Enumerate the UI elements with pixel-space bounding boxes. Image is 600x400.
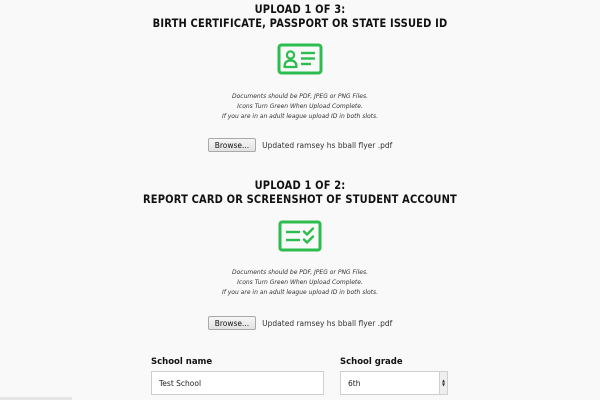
upload-1-notes [0, 92, 600, 122]
upload-section-1-title [0, 2, 600, 30]
chevron-up-icon: ▲ [441, 378, 446, 383]
upload-2-title-line2: REPORT CARD OR SCREENSHOT OF STUDENT ACCOUNT [143, 192, 457, 206]
upload-2-file-row [0, 316, 600, 330]
upload-2-notes [0, 268, 600, 298]
upload-1-title-line2: BIRTH CERTIFICATE, PASSPORT OR STATE ISSUED ID [152, 16, 448, 30]
upload-1-file-row [0, 138, 600, 152]
upload-1-icon-wrap [0, 43, 600, 75]
id-card-icon [277, 43, 323, 75]
upload-2-note-3: If you are in an adult league upload ID in both slots. [221, 289, 379, 296]
school-name-label: School name [151, 357, 213, 367]
school-name-value: Test School [159, 378, 202, 388]
upload-1-note-1: Documents should be PDF, JPEG or PNG Files. [232, 93, 368, 100]
report-card-checklist-icon [278, 220, 322, 252]
upload-1-note-3: If you are in an adult league upload ID in both slots. [221, 113, 379, 120]
upload-2-note-1: Documents should be PDF, JPEG or PNG Files. [232, 269, 368, 276]
upload-2-title-line1: UPLOAD 1 OF 2: [254, 178, 346, 192]
select-spinner-icon[interactable] [439, 372, 447, 394]
upload-1-note-2: Icons Turn Green When Upload Complete. [237, 103, 363, 110]
upload-2-file-name: Updated ramsey hs bball flyer .pdf [262, 318, 393, 328]
chevron-down-icon: ▼ [441, 382, 446, 387]
upload-1-title-line1: UPLOAD 1 OF 3: [254, 2, 346, 16]
upload-1-file-name: Updated ramsey hs bball flyer .pdf [262, 140, 393, 150]
upload-2-browse-button[interactable]: Browse... [208, 316, 256, 330]
upload-1-browse-button[interactable]: Browse... [208, 138, 256, 152]
school-grade-select[interactable] [340, 371, 448, 395]
upload-2-icon-wrap [0, 220, 600, 252]
upload-2-note-2: Icons Turn Green When Upload Complete. [237, 279, 363, 286]
school-grade-label: School grade [340, 357, 403, 367]
upload-section-2-title [0, 178, 600, 206]
school-grade-value: 6th [348, 378, 361, 388]
school-name-input[interactable] [151, 371, 324, 395]
